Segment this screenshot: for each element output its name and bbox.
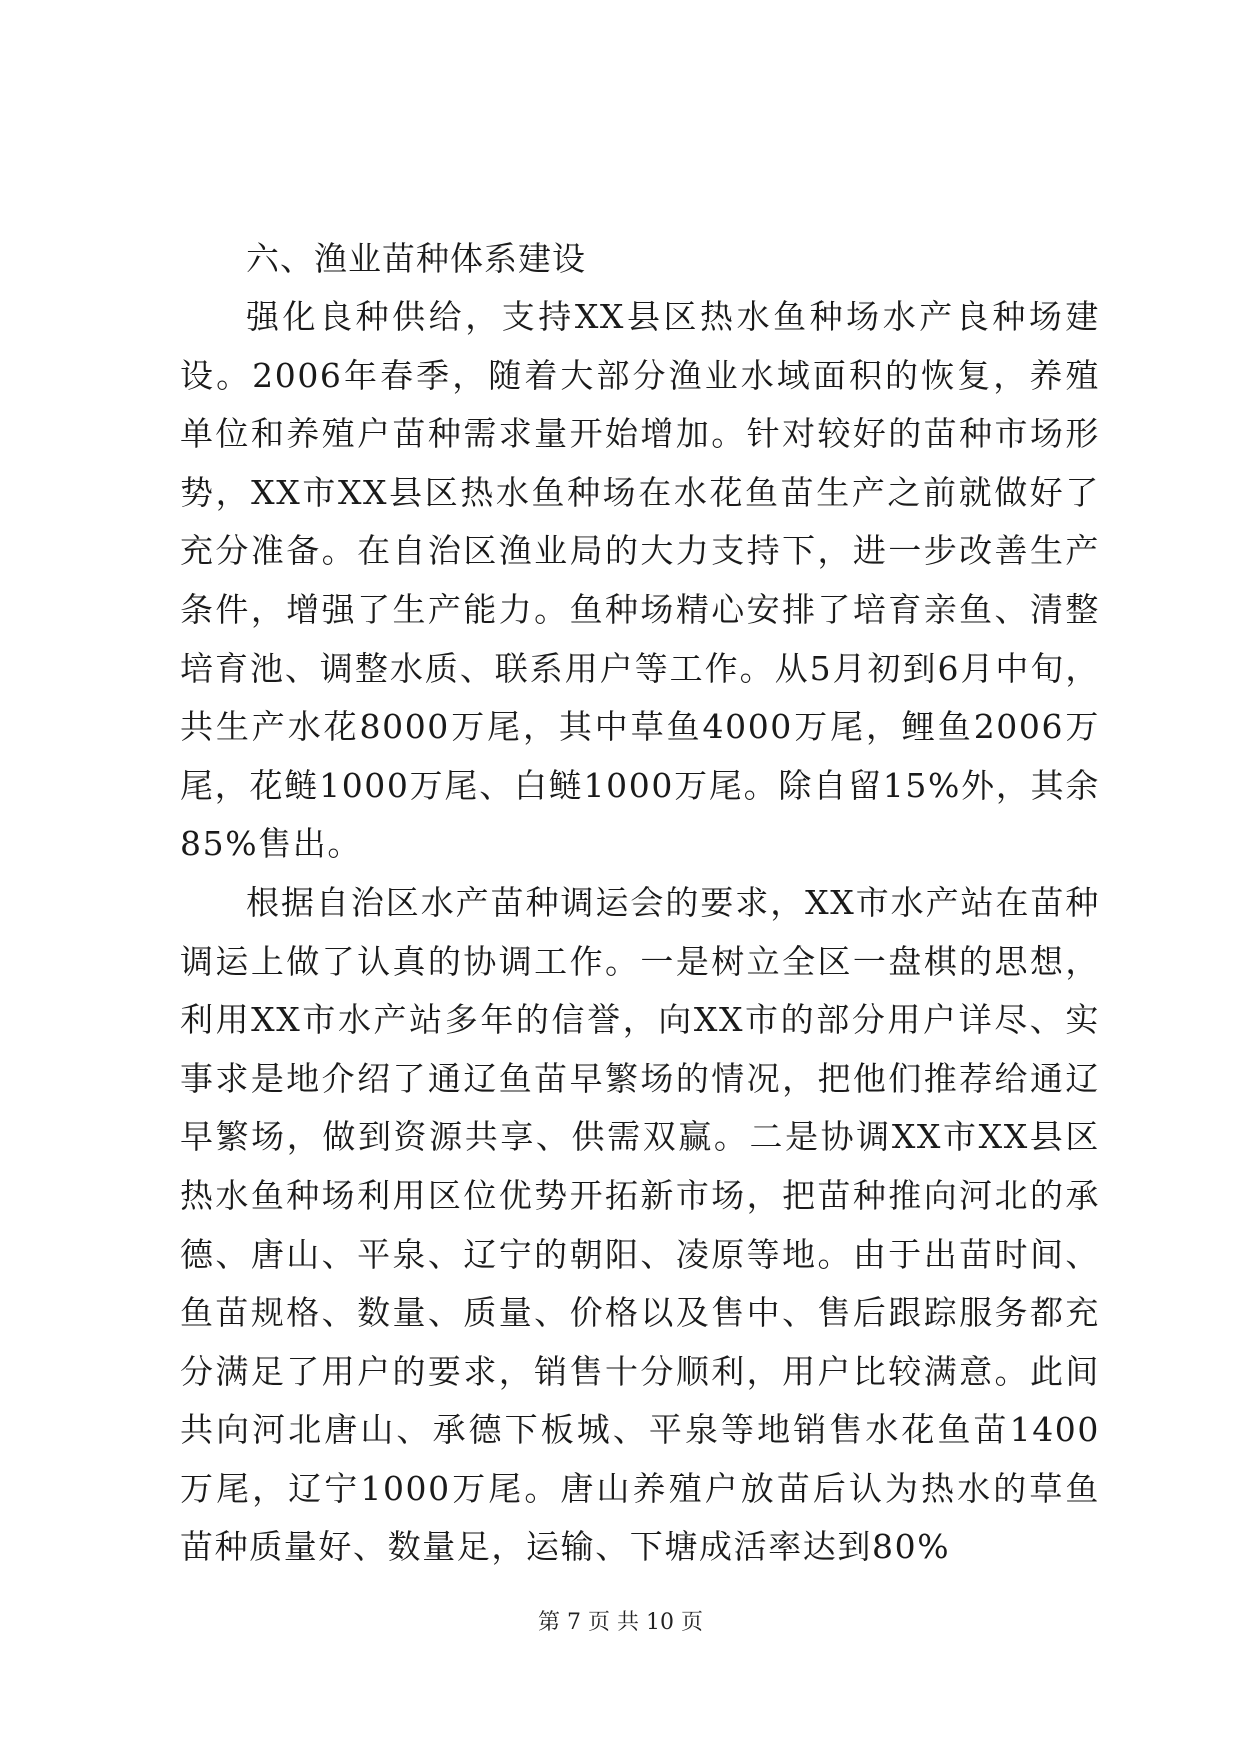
document-body bbox=[180, 230, 1100, 1577]
body-paragraph: 根据自治区水产苗种调运会的要求，XX市水产站在苗种调运上做了认真的协调工作。一是树立全区一盘棋的思想，利用XX市水产站多年的信誉，向XX市的部分用户详尽、实事求是地介绍了通辽鱼苗早繁场的情况，把他们推荐给通辽早繁场，做到资源共享、供需双赢。二是协调XX市XX县区热水鱼种场利用区位优势开拓新市场，把苗种推向河北的承德、唐山、平泉、辽宁的朝阳、凌原等地。由于出苗时间、鱼苗规格、数量、质量、价格以及售中、售后跟踪服务都充分满足了用户的要求，销售十分顺利，用户比较满意。此间共向河北唐山、承德下板城、平泉等地销售水花鱼苗1400万尾，辽宁1000万尾。唐山养殖户放苗后认为热水的草鱼苗种质量好、数量足，运输、下塘成活率达到80% bbox=[180, 882, 1100, 1567]
page-number-footer: 第 7 页 共 10 页 bbox=[538, 1610, 703, 1635]
section-heading: 六、渔业苗种体系建设 bbox=[246, 239, 586, 278]
body-paragraph: 强化良种供给，支持XX县区热水鱼种场水产良种场建设。2006年春季，随着大部分渔业水域面积的恢复，养殖单位和养殖户苗种需求量开始增加。针对较好的苗种市场形势，XX市XX县区热水鱼种场在水花鱼苗生产之前就做好了充分准备。在自治区渔业局的大力支持下，进一步改善生产条件，增强了生产能力。鱼种场精心安排了培育亲鱼、清整培育池、调整水质、联系用户等工作。从5月初到6月中旬，共生产水花8000万尾，其中草鱼4000万尾，鲤鱼2006万尾，花鲢1000万尾、白鲢1000万尾。除自留15%外，其余85%售出。 bbox=[180, 297, 1100, 864]
